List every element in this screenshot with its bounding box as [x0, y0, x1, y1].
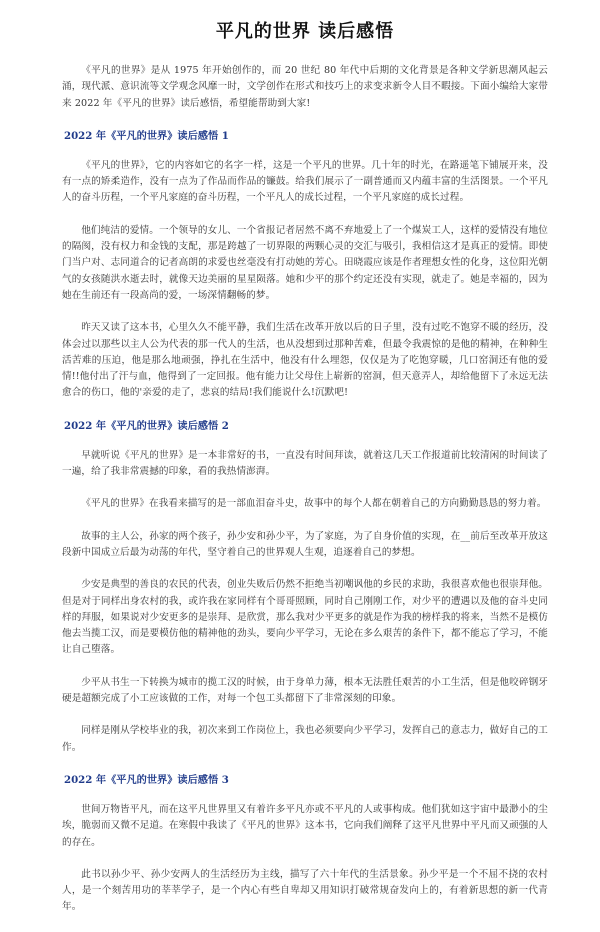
section-3 — [62, 772, 548, 916]
intro-paragraph: 《平凡的世界》是从 1975 年开始创作的，而 20 世纪 80 年代中后期的文化背景是各种文学新思潮风起云涌，现代派、意识流等文学观念风靡一时，文学创作在形式和技巧上的求变求新令人目不暇接。下面小编给大家带来 2022 年《平凡的世界》读后感悟，希望能帮助到大家! — [62, 65, 548, 109]
section-heading: 2022 年《平凡的世界》读后感悟 1 — [64, 129, 229, 142]
section-heading: 2022 年《平凡的世界》读后感悟 2 — [64, 419, 229, 432]
section-heading: 2022 年《平凡的世界》读后感悟 3 — [64, 773, 229, 786]
body-paragraph: 《平凡的世界》在我看来描写的是一部血泪奋斗史，故事中的每个人都在朝着自己的方向勤勤恳恳的努力着。 — [81, 498, 547, 510]
section-1 — [62, 128, 548, 402]
body-paragraph: 早就听说《平凡的世界》是一本非常好的书，一直没有时间拜读，就着这几天工作报道前比较清闲的时间读了一遍，给了我非常震撼的印象，看的我热情澎湃。 — [62, 449, 548, 478]
body-paragraph: 此书以孙少平、孙少安两人的生活经历为主线，描写了六十年代的生活景象。孙少平是一个不屈不挠的农村人，是一个刻苦用功的莘莘学子，是一个内心有些自卑却又用知识打破常规奋发向上的，有着新思想的新一代青年。 — [62, 868, 548, 913]
body-paragraph: 《平凡的世界》，它的内容如它的名字一样，这是一个平凡的世界。几十年的时光，在路遥笔下铺展开来，没有一点的矫柔造作，没有一点为了作品而作品的镰鼓。给我们展示了一副普通而又内蕴丰富的生活图景。一个平凡人的奋斗历程，一个平凡家庭的奋斗历程，一个平凡人的成长过程，一个平凡家庭的成长过程。 — [62, 159, 548, 204]
body-paragraph: 他们纯洁的爱情。一个领导的女儿、一个省报记者居然不离不弃地爱上了一个煤炭工人，这样的爱情没有地位的隔阂，没有权力和金钱的支配，那是跨越了一切界限的两颗心灵的交汇与吸引，我相信这才是真正的爱情。即使门当户对、志同道合的记者高朗的求爱也丝毫没有打动她的芳心。田晓霞应该是作者理想女性的化身，这位阳光朝气的女孩随洪水逝去时，就像天边美丽的星星陨落。她和少平的那个约定还没有实现，就走了。她是幸福的，因为她在生前还有一段高尚的爱，一场深情翻畅的梦。 — [62, 224, 548, 301]
body-paragraph: 故事的主人公，孙家的两个孩子，孙少安和孙少平，为了家庭，为了自身价值的实现，在__前后至改革开放这段新中国成立后最为动荡的年代，坚守着自己的世界观人生观，追逐着自己的梦想。 — [62, 530, 548, 558]
section-2 — [62, 418, 548, 756]
body-paragraph: 同样是刚从学校毕业的我，初次来到工作岗位上，我也必须要向少平学习，发挥自己的意志力，做好自己的工作。 — [62, 725, 548, 753]
body-paragraph: 昨天又读了这本书，心里久久不能平静，我们生活在改革开放以后的日子里，没有过吃不饱穿不暖的经历，没体会过以那些以主人公为代表的那一代人的生活，也从没想到过那种苦难，但最令我震惊的是他的精神，在种种生活苦难的压迫，他是那么地顽强，挣扎在生活中，他没有什么埋怨，仅仅是为了吃饱穿暖，几口窑洞还有他的爱情!!他付出了汗与血，他得到了一定回报。他有能力让父母住上崭新的窑洞，但天意弄人，却给他留下了永远无法愈合的伤口，他的'亲爱的走了，悲哀的结局!我们能说什么!沉默吧! — [62, 322, 548, 399]
body-paragraph: 少平从书生一下转换为城市的揽工汉的时候，由于身单力薄，根本无法胜任艰苦的小工生活，但是他咬碎钢牙硬是超额完成了小工应该做的工作，对每一个包工头都留下了非常深刻的印象。 — [62, 676, 548, 705]
body-paragraph: 少安是典型的善良的农民的代表，创业失败后仍然不拒绝当初嘲讽他的乡民的求助，我很喜欢他也很崇拜他。但是对于同样出身农村的我，或许我在家同样有个哥哥照顾，同时自己刚刚工作，对少平的遭遇以及他的奋斗史同样的拜服，如果说对少安更多的是崇拜、是欣赏，那么我对少平更多的就是作为我的榜样我的将来，当然不是模仿他去当揽工汉，而是要模仿他的精神他的劲头，要向少平学习，无论在多么艰苦的条件下，都不能忘了学习，不能让自己堕落。 — [62, 579, 548, 656]
body-paragraph: 世间万物皆平凡，而在这平凡世界里又有着许多平凡亦或不平凡的人或事构成。他们犹如这宇宙中最渺小的尘埃，脆弱而又微不足道。在寒假中我读了《平凡的世界》这本书，它向我们阐释了这平凡世界中平凡而又顽强的人的存在。 — [62, 803, 548, 848]
document-page — [62, 20, 548, 932]
page-title: 平凡的世界 读后感悟 — [215, 21, 395, 42]
